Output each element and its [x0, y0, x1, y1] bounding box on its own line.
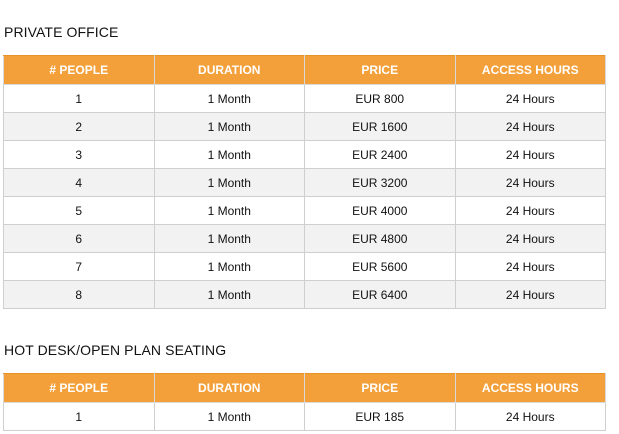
cell-people: 1 — [4, 403, 155, 431]
column-header-access-hours: ACCESS HOURS — [455, 374, 606, 403]
cell-duration: 1 Month — [154, 253, 305, 281]
cell-people: 2 — [4, 113, 155, 141]
table-row — [4, 141, 606, 169]
cell-access-hours: 24 Hours — [455, 253, 606, 281]
cell-access-hours: 24 Hours — [455, 225, 606, 253]
column-header-access-hours: ACCESS HOURS — [455, 56, 606, 85]
cell-people: 7 — [4, 253, 155, 281]
table-header-row — [4, 56, 606, 85]
section-title-private-office: PRIVATE OFFICE — [4, 24, 119, 40]
cell-access-hours: 24 Hours — [455, 403, 606, 431]
cell-price: EUR 3200 — [305, 169, 456, 197]
cell-duration: 1 Month — [154, 225, 305, 253]
column-header-people: # PEOPLE — [4, 56, 155, 85]
cell-people: 8 — [4, 281, 155, 309]
cell-price: EUR 4800 — [305, 225, 456, 253]
cell-people: 1 — [4, 85, 155, 113]
cell-price: EUR 2400 — [305, 141, 456, 169]
cell-people: 5 — [4, 197, 155, 225]
table-row — [4, 169, 606, 197]
cell-access-hours: 24 Hours — [455, 113, 606, 141]
cell-people: 3 — [4, 141, 155, 169]
cell-price: EUR 185 — [305, 403, 456, 431]
cell-access-hours: 24 Hours — [455, 169, 606, 197]
cell-duration: 1 Month — [154, 141, 305, 169]
column-header-people: # PEOPLE — [4, 374, 155, 403]
cell-access-hours: 24 Hours — [455, 197, 606, 225]
cell-price: EUR 5600 — [305, 253, 456, 281]
cell-price: EUR 4000 — [305, 197, 456, 225]
column-header-price: PRICE — [305, 374, 456, 403]
cell-duration: 1 Month — [154, 85, 305, 113]
table-row — [4, 403, 606, 431]
table-header-row — [4, 374, 606, 403]
table-row — [4, 197, 606, 225]
table-row — [4, 253, 606, 281]
cell-people: 4 — [4, 169, 155, 197]
cell-duration: 1 Month — [154, 169, 305, 197]
cell-access-hours: 24 Hours — [455, 281, 606, 309]
cell-duration: 1 Month — [154, 403, 305, 431]
pricing-table-private-office — [3, 55, 606, 309]
pricing-table-hot-desk — [3, 373, 606, 431]
table-row — [4, 85, 606, 113]
column-header-price: PRICE — [305, 56, 456, 85]
table-row — [4, 113, 606, 141]
table-row — [4, 225, 606, 253]
cell-duration: 1 Month — [154, 197, 305, 225]
cell-price: EUR 800 — [305, 85, 456, 113]
section-title-hot-desk: HOT DESK/OPEN PLAN SEATING — [4, 342, 227, 358]
cell-access-hours: 24 Hours — [455, 141, 606, 169]
cell-access-hours: 24 Hours — [455, 85, 606, 113]
cell-people: 6 — [4, 225, 155, 253]
column-header-duration: DURATION — [154, 56, 305, 85]
cell-duration: 1 Month — [154, 281, 305, 309]
cell-price: EUR 6400 — [305, 281, 456, 309]
cell-duration: 1 Month — [154, 113, 305, 141]
table-row — [4, 281, 606, 309]
column-header-duration: DURATION — [154, 374, 305, 403]
cell-price: EUR 1600 — [305, 113, 456, 141]
